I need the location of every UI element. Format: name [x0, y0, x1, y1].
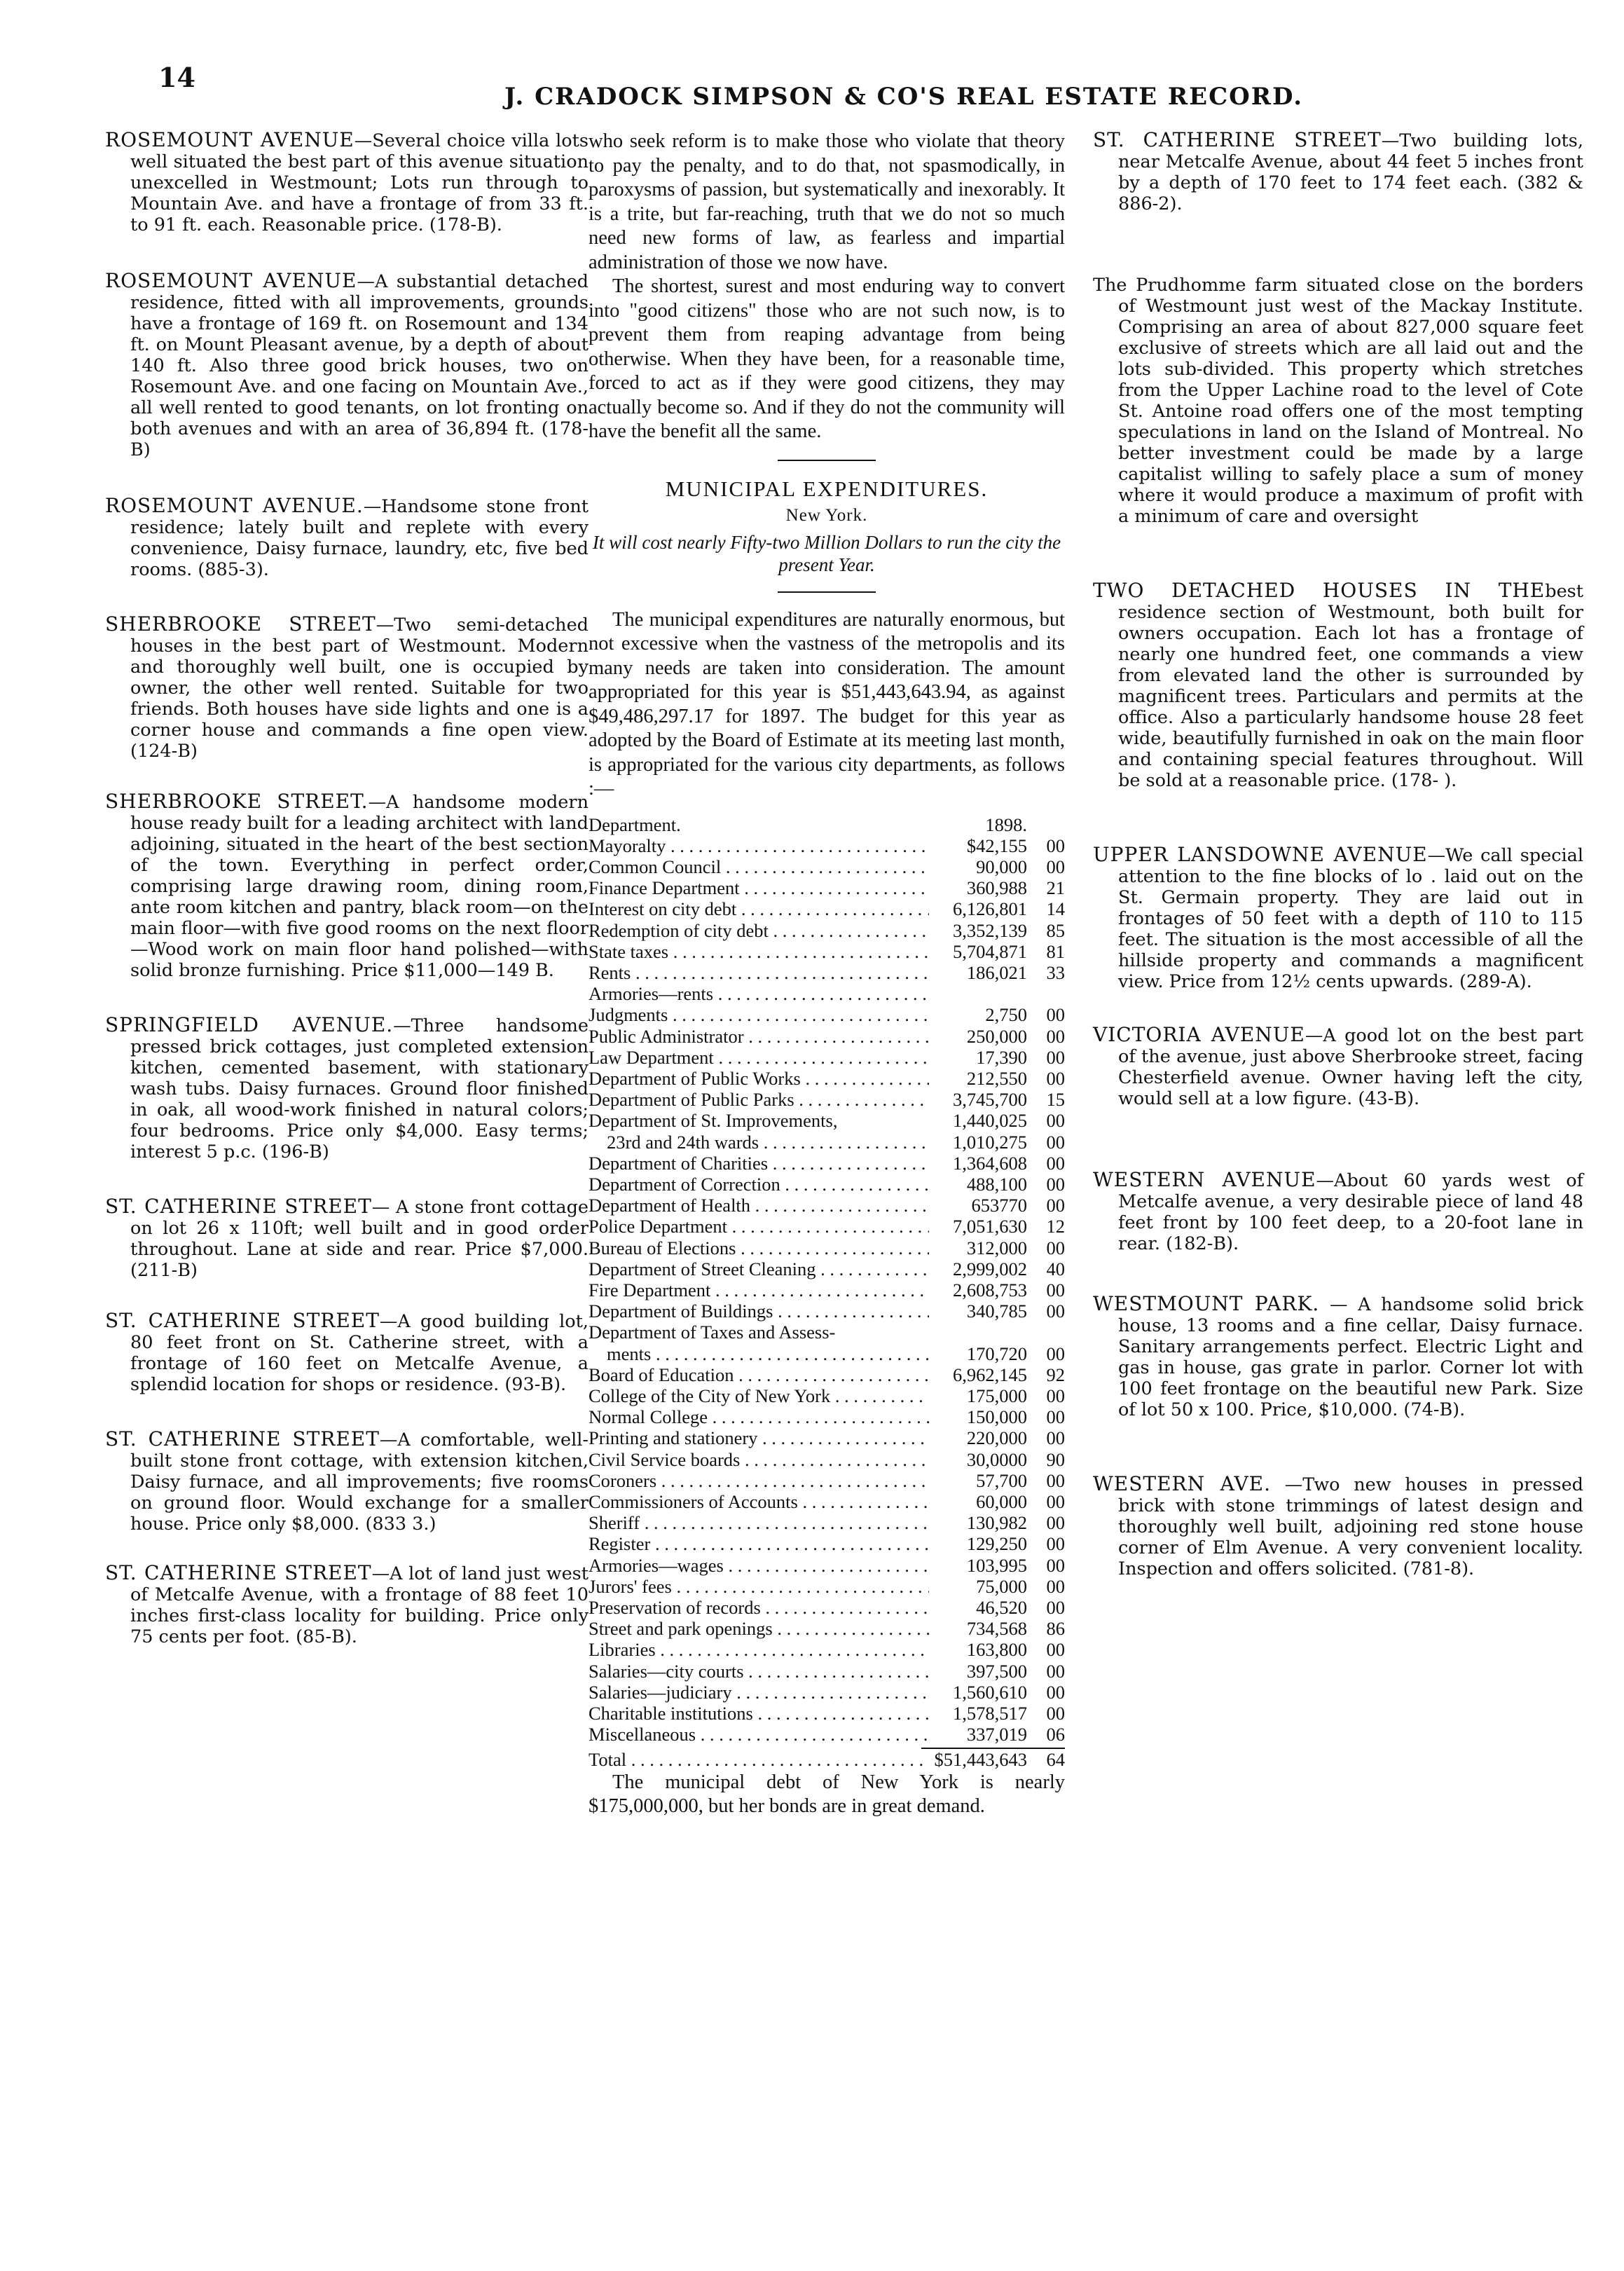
total-cents: 64 — [1046, 1749, 1065, 1771]
listing — [105, 1429, 589, 1535]
table-cell-cents: 00 — [1046, 1046, 1065, 1068]
table-cell-department: Armories—rents . . . — [589, 983, 929, 1004]
table-cell-cents: 06 — [1046, 1724, 1065, 1745]
table-row — [589, 1703, 1065, 1724]
table-cell-cents: 00 — [1046, 1491, 1065, 1512]
listing-body: —Two building lots, near Metcalfe Avenue, about 44 feet 5 inches front by a depth of 170 feet to 174 feet each. (382 & 886-2). — [1118, 130, 1583, 214]
table-cell-cents: 00 — [1046, 1279, 1065, 1301]
table-cell-amount: 170,720 — [966, 1343, 1027, 1364]
listing — [105, 1196, 589, 1281]
table-cell-amount: 220,000 — [966, 1427, 1027, 1449]
table-cell-amount: 340,785 — [966, 1301, 1027, 1322]
table-cell-department: Jurors' fees . . . — [589, 1576, 929, 1597]
listing — [1093, 130, 1583, 214]
article-paragraph: The shortest, surest and most enduring way to convert into "good citizens" those who are not such now, is to prevent them from reaping advantage from being otherwise. When they have been, for a reasonable time, forced to act as if they were good citizens, they may actually become so. And if they do not the community will have the benefit all the same. — [589, 275, 1065, 442]
table-row — [589, 962, 1065, 983]
listing — [1093, 1024, 1583, 1109]
listing-title: SHERBROOKE STREET — [105, 612, 376, 636]
table-cell-amount: 90,000 — [976, 856, 1027, 877]
table-cell-department: Finance Department . . . — [589, 877, 929, 898]
page-number: 14 — [158, 62, 195, 93]
table-cell-cents: 00 — [1046, 1004, 1065, 1026]
table-cell-department: Department of Public Works . . . — [589, 1068, 929, 1089]
table-cell-amount: 3,745,700 — [953, 1089, 1027, 1111]
listing — [105, 130, 589, 235]
listing — [105, 1563, 589, 1647]
table-row — [589, 1597, 1065, 1618]
column-right — [1093, 130, 1583, 1579]
table-cell-amount: 212,550 — [966, 1067, 1027, 1089]
table-cell-department: Department of Correction . . . — [589, 1174, 929, 1195]
table-cell-department: Police Department . . . — [589, 1216, 929, 1237]
table-cell-department: Libraries . . . — [589, 1639, 929, 1660]
table-cell-department: Sheriff . . . — [589, 1512, 929, 1533]
listing — [105, 1310, 589, 1395]
listing-title: TWO DETACHED HOUSES IN THE — [1093, 579, 1546, 602]
table-row — [589, 1343, 1065, 1364]
table-cell-cents: 00 — [1046, 1554, 1065, 1576]
section-rule — [778, 460, 876, 461]
listing-body: best residence section of Westmount, both built for owners occupation. Each lot has a frontage of nearly one hundred feet, one commands a view from elevated land the other is surrounded by magnificent trees. Particulars and permits at the office. Also a particularly handsome house 28 feet wide, beautifully furnished in oak on the main floor and containing special features throughout. Will be sold at a reasonable price. (178- ). — [1118, 581, 1583, 791]
table-row — [589, 1639, 1065, 1660]
table-cell-cents: 81 — [1046, 940, 1065, 962]
table-cell-cents: 00 — [1046, 1131, 1065, 1153]
listing-title: ROSEMOUNT AVENUE — [105, 128, 355, 151]
listing-body: —We call special attention to the fine blocks of lo . laid out on the St. Germain property. They are laid out in frontages of 50 feet with a depth of 110 to 115 feet. The situation is the most accessible of all the hillside property and commands a magnificent view. Price from 12½ cents upwards. (289-A). — [1118, 845, 1583, 992]
table-cell-department: Redemption of city debt . . . — [589, 920, 929, 941]
table-cell-amount: 150,000 — [966, 1406, 1027, 1428]
listing — [105, 1015, 589, 1162]
listing — [1093, 275, 1583, 527]
table-row — [589, 898, 1065, 919]
table-row — [589, 1047, 1065, 1068]
total-value: $51,443,643 — [934, 1749, 1027, 1771]
table-cell-department: Department of Street Cleaning . . . — [589, 1258, 929, 1279]
table-cell-amount: 337,019 — [966, 1724, 1027, 1745]
table-row — [589, 1237, 1065, 1258]
table-row — [589, 1385, 1065, 1406]
table-row — [589, 1533, 1065, 1554]
table-header — [589, 814, 1065, 835]
table-cell-department: Department of Buildings . . . — [589, 1301, 929, 1322]
table-cell-cents: 00 — [1046, 1469, 1065, 1491]
table-cell-amount: 130,982 — [966, 1512, 1027, 1534]
table-cell-department: Public Administrator . . . — [589, 1026, 929, 1047]
table-cell-department: Department of St. Improvements, — [589, 1110, 838, 1132]
listing — [1093, 1169, 1583, 1254]
listing-body: —A substantial detached residence, fitted with all improvements, grounds have a frontage of 169 ft. on Rosemount and 134 ft. on Mount Pleasant avenue, by a depth of about 140 ft. Also three good brick houses, two on Rosemount Ave. and one facing on Mountain Ave., all well rented to good tenants, on lot fronting on both avenues and with an area of 36,894 ft. (178-B) — [130, 271, 589, 460]
table-cell-department: Preservation of records . . . — [589, 1597, 929, 1618]
table-cell-amount: 17,390 — [976, 1046, 1027, 1068]
table-cell-cents: 00 — [1046, 1067, 1065, 1089]
table-cell-cents: 00 — [1046, 1301, 1065, 1322]
table-cell-cents: 00 — [1046, 1427, 1065, 1449]
table-cell-department: Bureau of Elections . . . — [589, 1237, 929, 1258]
table-cell-amount: 57,700 — [976, 1469, 1027, 1491]
table-row — [589, 1724, 1065, 1745]
expenditure-table — [589, 814, 1065, 1771]
listing-body: — A handsome solid brick house, 13 rooms and a fine cellar, Daisy furnace. Sanitary arrangements perfect. Electric Light and gas in house, gas grate in parlor. Corner lot with 100 feet frontage on the beautiful new Park. Size of lot 50 x 100. Price, $10,000. (74-B). — [1118, 1294, 1583, 1420]
listing-body: — A stone front cottage on lot 26 x 110ft; well built and in good order throughout. Lane at side and rear. Price $7,000. (211-B) — [130, 1197, 589, 1281]
table-cell-amount: 186,021 — [966, 961, 1027, 983]
table-cell-department: Department of Health . . . — [589, 1195, 929, 1216]
table-cell-amount: 734,568 — [966, 1618, 1027, 1640]
table-row — [589, 1258, 1065, 1279]
table-row — [589, 920, 1065, 941]
listing — [1093, 844, 1583, 992]
table-cell-amount: 46,520 — [976, 1597, 1027, 1619]
article-paragraph: The municipal expenditures are naturally enormous, but not excessive when the vastness of the metropolis and its many needs are taken into consideration. The amount appropriated for this year is $51,443,643.94, as against $49,486,297.17 for 1897. The budget for this year as adopted by the Board of Estimate at its meeting last month, is appropriated for the various city departments, as follows :— — [589, 608, 1065, 800]
table-header-department: Department. — [589, 814, 681, 835]
table-cell-department: Normal College . . . — [589, 1406, 929, 1427]
table-cell-department: College of the City of New York . . . — [589, 1385, 929, 1406]
table-cell-amount: 30,0000 — [966, 1448, 1027, 1470]
section-rule — [778, 591, 876, 593]
listing-body: —A good lot on the best part of the avenue, just above Sherbrooke street, facing Chesterfield avenue. Owner having left the city, would sell at a low figure. (43-B). — [1118, 1025, 1584, 1109]
table-cell-cents: 00 — [1046, 1025, 1065, 1047]
table-cell-department: Register . . . — [589, 1533, 929, 1554]
table-cell-department: Salaries—judiciary . . . — [589, 1682, 929, 1703]
table-cell-amount: 488,100 — [966, 1173, 1027, 1195]
table-cell-amount: 2,999,002 — [953, 1258, 1027, 1279]
table-cell-department: Coroners . . . — [589, 1470, 929, 1491]
listing — [1093, 1474, 1583, 1579]
listing-body: —About 60 yards west of Metcalfe avenue, a very desirable piece of land 48 feet front by 100 feet deep, to a 20-foot lane in rear. (182-B). — [1118, 1170, 1583, 1254]
table-cell-department: Printing and stationery . . . — [589, 1427, 929, 1448]
table-row — [589, 1491, 1065, 1512]
table-cell-cents: 21 — [1046, 877, 1065, 899]
table-row — [589, 1279, 1065, 1301]
table-cell-cents: 00 — [1046, 1575, 1065, 1597]
table-row — [589, 1004, 1065, 1025]
table-cell-department: Commissioners of Accounts . . . — [589, 1491, 929, 1512]
table-cell-amount: 6,962,145 — [953, 1364, 1027, 1385]
table-cell-department: Interest on city debt . . . — [589, 898, 929, 919]
table-cell-amount: 103,995 — [966, 1554, 1027, 1576]
table-cell-department: ments . . . — [589, 1343, 929, 1364]
table-cell-cents: 00 — [1046, 1597, 1065, 1619]
table-cell-amount: 250,000 — [966, 1025, 1027, 1047]
table-row — [589, 1470, 1065, 1491]
table-row — [589, 941, 1065, 962]
table-cell-cents: 00 — [1046, 856, 1065, 877]
table-cell-amount: 163,800 — [966, 1639, 1027, 1661]
table-row — [589, 1576, 1065, 1597]
table-row — [589, 1089, 1065, 1110]
listing-title: ST. CATHERINE STREET — [105, 1309, 380, 1332]
table-row — [589, 1512, 1065, 1533]
table-row — [589, 1216, 1065, 1237]
table-cell-department: Armories—wages . . . — [589, 1555, 929, 1576]
table-cell-department: Board of Education . . . — [589, 1364, 929, 1385]
listing — [105, 791, 589, 981]
table-cell-amount: 75,000 — [976, 1575, 1027, 1597]
listing-title: ROSEMOUNT AVENUE. — [105, 494, 364, 517]
table-row — [589, 877, 1065, 898]
listing — [105, 614, 589, 762]
listing-title: WESTERN AVE. — [1093, 1472, 1272, 1495]
listing-title: SPRINGFIELD AVENUE. — [105, 1013, 394, 1036]
table-total-row — [589, 1749, 1065, 1770]
table-cell-cents: 00 — [1046, 1639, 1065, 1661]
section-title: MUNICIPAL EXPENDITURES. — [665, 476, 989, 501]
table-cell-cents: 00 — [1046, 1195, 1065, 1216]
listing-body: —Several choice villa lots well situated the best part of this avenue situation unexcelled in Westmount; Lots run through to Mountain Ave. and have a frontage of from 33 ft. to 91 ft. each. Reasonable price. (178-B). — [130, 130, 589, 235]
table-row — [589, 1110, 1065, 1131]
table-cell-department: State taxes . . . — [589, 941, 929, 962]
table-cell-amount: 2,750 — [985, 1004, 1027, 1026]
table-cell-amount: 7,051,630 — [953, 1216, 1027, 1237]
article-paragraph: The municipal debt of New York is nearly $175,000,000, but her bonds are in great demand. — [589, 1771, 1065, 1818]
table-row — [589, 1174, 1065, 1195]
listing-body: —Three handsome pressed brick cottages, just completed extension kitchen, cemented basement, with stationary wash tubs. Daisy furnaces. Ground floor finished in oak, all wood-work finished in natural colors; four bedrooms. Price only $4,000. Easy terms; interest 5 p.c. (196-B) — [130, 1015, 589, 1162]
table-cell-cents: 15 — [1046, 1089, 1065, 1111]
listing-title: ST. CATHERINE STREET — [1093, 128, 1382, 151]
column-left — [105, 130, 589, 1647]
table-cell-amount: 1,578,517 — [953, 1703, 1027, 1724]
listing — [1093, 1294, 1583, 1420]
table-row — [589, 1449, 1065, 1470]
listing-body: —A good building lot, 80 feet front on St. Catherine street, with a frontage of 160 feet on Metcalfe Avenue, a splendid location for shops or residence. (93-B). — [130, 1311, 589, 1395]
table-cell-department: Common Council . . . — [589, 856, 929, 877]
table-cell-department: Charitable institutions . . . — [589, 1703, 929, 1724]
table-cell-department: Department of Public Parks . . . — [589, 1089, 929, 1110]
table-cell-department: 23rd and 24th wards . . . — [589, 1132, 929, 1153]
table-row — [589, 1427, 1065, 1448]
table-row — [589, 1682, 1065, 1703]
table-cell-cents: 00 — [1046, 1343, 1065, 1364]
table-row — [589, 1364, 1065, 1385]
listing-body: —Handsome stone front residence; lately built and replete with every convenience, Daisy furnace, laundry, etc, five bed rooms. (885-3). — [130, 496, 589, 580]
listing-title: UPPER LANSDOWNE AVENUE — [1093, 843, 1428, 866]
table-cell-cents: 33 — [1046, 961, 1065, 983]
table-row — [589, 1406, 1065, 1427]
table-cell-amount: $42,155 — [966, 835, 1027, 856]
listing-title: VICTORIA AVENUE — [1093, 1023, 1305, 1046]
table-cell-cents: 92 — [1046, 1364, 1065, 1385]
table-cell-department: Miscellaneous . . . — [589, 1724, 929, 1745]
table-row — [589, 1195, 1065, 1216]
listing-title: SHERBROOKE STREET. — [105, 790, 369, 813]
listing-body: —A lot of land just west of Metcalfe Avenue, with a frontage of 88 feet 10 inches first-class locality for building. Price only 75 cents per foot. (85-B). — [130, 1563, 589, 1647]
listing-body: —A comfortable, well-built stone front cottage, with extension kitchen, Daisy furnace, and all improvements; five rooms on ground floor. Would exchange for a smaller house. Price only $8,000. (833 3.) — [130, 1429, 589, 1535]
section-subtitle: New York. — [785, 505, 868, 525]
listing-body: —Two new houses in pressed brick with stone trimmings of latest design and thoroughly well built, adjoining red stone house corner of Elm Avenue. A very convenient locality. Inspection and offers solicited. (781-8). — [1118, 1474, 1583, 1579]
table-cell-cents: 00 — [1046, 1681, 1065, 1703]
listing-title: ROSEMOUNT AVENUE — [105, 269, 357, 292]
table-row — [589, 1618, 1065, 1639]
table-cell-amount: 653770 — [971, 1195, 1027, 1216]
table-cell-department: Department of Taxes and Assess- — [589, 1322, 836, 1343]
table-cell-cents: 00 — [1046, 835, 1065, 856]
table-row — [589, 835, 1065, 856]
table-cell-amount: 6,126,801 — [953, 898, 1027, 920]
table-row — [589, 983, 1065, 1004]
listing — [105, 495, 589, 580]
table-cell-cents: 00 — [1046, 1512, 1065, 1534]
listing-body: —A handsome modern house ready built for a leading architect with land adjoining, situated in the heart of the best section of the town. Everything in perfect order, comprising large drawing room, dining room, ante room kitchen and pantry, black room—on the main floor—with five good rooms on the next floor—Wood work on main floor hand polished—with solid bronze furnishing. Price $11,000—149 B. — [130, 792, 589, 981]
table-cell-cents: 00 — [1046, 1703, 1065, 1724]
table-cell-department: Street and park openings . . . — [589, 1618, 929, 1639]
table-cell-cents: 00 — [1046, 1406, 1065, 1428]
table-cell-cents: 00 — [1046, 1237, 1065, 1258]
table-cell-cents: 00 — [1046, 1110, 1065, 1132]
table-cell-department: Mayoralty . . . — [589, 835, 929, 856]
table-cell-cents: 00 — [1046, 1660, 1065, 1682]
table-cell-amount: 3,352,139 — [953, 919, 1027, 941]
table-cell-department: Department of Charities . . . — [589, 1153, 929, 1174]
table-row — [589, 1301, 1065, 1322]
table-cell-department: Rents . . . — [589, 962, 929, 983]
table-body — [589, 835, 1065, 1745]
listing-body: —Two semi-detached houses in the best part of Westmount. Modern and thoroughly well built, one is occupied by owner, the other well rented. Suitable for two friends. Both houses have side lights and one is a corner house and commands a fine open view. (124-B) — [130, 615, 589, 762]
table-cell-amount: 129,250 — [966, 1533, 1027, 1555]
table-cell-amount: 312,000 — [966, 1237, 1027, 1258]
listing-title: WESTMOUNT PARK. — [1093, 1292, 1320, 1315]
table-cell-amount: 1,560,610 — [953, 1681, 1027, 1703]
table-cell-cents: 14 — [1046, 898, 1065, 920]
table-row — [589, 1661, 1065, 1682]
table-cell-cents: 40 — [1046, 1258, 1065, 1279]
table-header-year: 1898. — [985, 814, 1027, 835]
table-cell-amount: 1,010,275 — [953, 1131, 1027, 1153]
table-cell-cents: 86 — [1046, 1618, 1065, 1640]
listing-title: ST. CATHERINE STREET — [105, 1195, 372, 1218]
listing — [105, 270, 589, 460]
table-cell-amount: 175,000 — [966, 1385, 1027, 1406]
table-row — [589, 1068, 1065, 1089]
table-cell-cents: 12 — [1046, 1216, 1065, 1237]
section-tagline: It will cost nearly Fifty-two Million Dollars to run the city the present Year. — [592, 531, 1061, 575]
listing-title: WESTERN AVENUE — [1093, 1168, 1316, 1191]
table-cell-cents: 00 — [1046, 1533, 1065, 1555]
table-cell-amount: 360,988 — [966, 877, 1027, 899]
table-cell-amount: 1,364,608 — [953, 1152, 1027, 1174]
table-cell-department: Civil Service boards . . . — [589, 1449, 929, 1470]
table-cell-amount: 1,440,025 — [953, 1110, 1027, 1132]
table-cell-department: Law Department . . . — [589, 1047, 929, 1068]
total-label: Total . . . — [589, 1749, 929, 1770]
table-cell-amount: 60,000 — [976, 1491, 1027, 1512]
table-cell-cents: 00 — [1046, 1385, 1065, 1406]
table-row — [589, 1153, 1065, 1174]
table-row — [589, 1555, 1065, 1576]
table-cell-department: Judgments . . . — [589, 1004, 929, 1025]
table-row — [589, 1132, 1065, 1153]
table-cell-department: Salaries—city courts . . . — [589, 1661, 929, 1682]
listing-body: The Prudhomme farm situated close on the borders of Westmount just west of the Mackay Institute. Comprising an area of about 827,000 square feet exclusive of streets which are all laid out and the lots sub-divided. This property which stretches from the Upper Lachine road to the level of Cote St. Antoine road offers one of the most tempting speculations in land on the Island of Montreal. No better investment could be made by a large capitalist willing to safely place a sum of money where it would produce a maximum of profit with a minimum of care and oversight — [1093, 275, 1583, 527]
table-cell-cents: 90 — [1046, 1448, 1065, 1470]
listing — [1093, 580, 1583, 791]
table-cell-amount: 5,704,871 — [953, 940, 1027, 962]
table-row — [589, 1322, 1065, 1343]
table-cell-department: Fire Department . . . — [589, 1279, 929, 1301]
table-cell-cents: 00 — [1046, 1173, 1065, 1195]
table-cell-cents: 00 — [1046, 1152, 1065, 1174]
table-row — [589, 856, 1065, 877]
column-middle — [589, 130, 1065, 1819]
listing-title: ST. CATHERINE STREET — [105, 1561, 372, 1584]
table-row — [589, 1026, 1065, 1047]
table-cell-amount: 2,608,753 — [953, 1279, 1027, 1301]
page-header: J. CRADOCK SIMPSON & CO'S REAL ESTATE RECORD. — [504, 83, 1304, 111]
table-cell-cents: 85 — [1046, 919, 1065, 941]
table-cell-amount: 397,500 — [966, 1660, 1027, 1682]
listing-title: ST. CATHERINE STREET — [105, 1427, 380, 1450]
article-paragraph: who seek reform is to make those who violate that theory to pay the penalty, and to do that, not spasmodically, in paroxysms of passion, but systematically and inexorably. It is a trite, but far-reaching, truth that we do not so much need new forms of law, as fearless and impartial administration of those we now have. — [589, 130, 1065, 273]
